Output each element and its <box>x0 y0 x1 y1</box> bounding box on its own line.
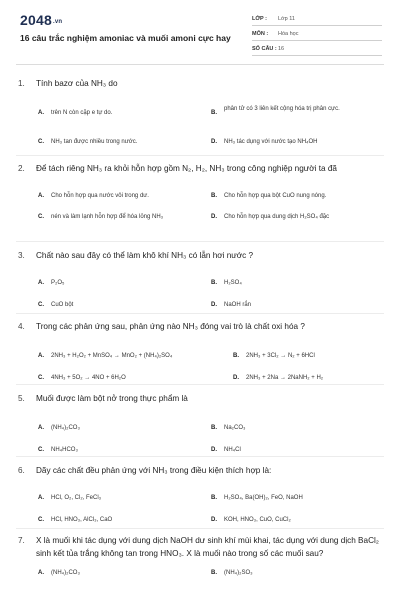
question-number: 2. <box>18 164 25 173</box>
question-4 <box>18 321 382 381</box>
option-c[interactable]: C. nén và làm lạnh hỗn hợp để hóa lỏng NH₃ <box>38 213 201 222</box>
header-divider <box>16 64 384 65</box>
question-divider <box>16 241 384 242</box>
option-text: 2NH₃ + 2Na → 2NaNH₂ + H₂ <box>246 374 324 381</box>
question-number: 5. <box>18 394 25 403</box>
option-text: NH₄Cl <box>224 446 241 453</box>
question-7 <box>18 535 382 576</box>
question-3 <box>18 250 382 308</box>
option-c[interactable]: C. CuO bột <box>38 301 201 310</box>
option-d[interactable]: D. 2NH₃ + 2Na → 2NaNH₂ + H₂ <box>233 374 396 383</box>
option-b[interactable]: B. H₂SO₄ <box>211 279 374 288</box>
option-a[interactable]: A. P₂O₅ <box>38 279 201 288</box>
option-text: trên N còn cặp e tự do. <box>51 109 113 116</box>
meta-divider <box>252 25 382 26</box>
option-text: Cho hỗn hợp qua dung dịch H₂SO₄ đặc <box>224 213 330 220</box>
option-a[interactable]: A. Cho hỗn hợp qua nước vôi trong dư. <box>38 192 201 201</box>
option-text: NH₃ tan được nhiều trong nước. <box>51 138 138 145</box>
meta-count <box>252 46 382 52</box>
option-text: NH₃ tác dụng với nước tạo NH₄OH <box>224 138 318 145</box>
option-c[interactable]: C. HCl, HNO₃, AlCl₃, CaO <box>38 516 201 525</box>
option-text: HCl, O₂, Cl₂, FeCl₃ <box>51 494 102 501</box>
option-text: NaOH rắn <box>224 301 252 308</box>
meta-class-value: Lớp 11 <box>278 16 295 22</box>
option-text: Cho hỗn hợp qua nước vôi trong dư. <box>51 192 149 199</box>
question-text: Muối được làm bột nở trong thực phẩm là <box>36 394 188 403</box>
document-title: 16 câu trắc nghiệm amoniac và muối amoni cực hay <box>20 33 231 43</box>
option-b[interactable]: B. Na₂CO₃ <box>211 424 374 433</box>
question-2 <box>18 163 382 220</box>
option-text: phân tử có 3 liên kết cộng hóa trị phân cực. <box>224 105 340 112</box>
option-text: H₂SO₄ <box>224 279 242 286</box>
question-text: Tính bazơ của NH₃ do <box>36 79 118 88</box>
question-5 <box>18 393 382 453</box>
option-text: 2NH₃ + H₂O₂ + MnSO₄ → MnO₂ + (NH₄)₂SO₄ <box>51 352 173 359</box>
option-a[interactable]: A. (NH₄)₂CO₃ <box>38 569 201 578</box>
site-logo[interactable] <box>20 12 62 28</box>
logo-suffix: .vn <box>52 19 63 25</box>
option-b[interactable]: B. Cho hỗn hợp qua bột CuO nung nóng. <box>211 192 374 201</box>
option-a[interactable]: A. 2NH₃ + H₂O₂ + MnSO₄ → MnO₂ + (NH₄)₂SO₄ <box>38 352 216 361</box>
question-text: X là muối khi tác dụng với dung dịch NaOH dư sinh khí mùi khai, tác dụng với dung dịch BaCl₂ sinh kết tủa trắng không tan trong HNO₃. X là muối nào trong số các muối sau? <box>36 536 379 558</box>
option-a[interactable]: A. HCl, O₂, Cl₂, FeCl₃ <box>38 494 201 503</box>
question-divider <box>16 456 384 457</box>
question-number: 6. <box>18 466 25 475</box>
option-text: Cho hỗn hợp qua bột CuO nung nóng. <box>224 192 327 199</box>
question-divider <box>16 155 384 156</box>
option-text: 2NH₃ + 3Cl₂ → N₂ + 6HCl <box>246 352 315 359</box>
meta-divider <box>252 55 382 56</box>
question-divider <box>16 528 384 529</box>
option-b[interactable]: B. H₂SO₄, Ba(OH)₂, FeO, NaOH <box>211 494 374 503</box>
option-text: (NH₄)₂SO₃ <box>224 570 253 576</box>
meta-subject-key: MÔN : <box>252 31 269 37</box>
question-text: Trong các phản ứng sau, phản ứng nào NH₃ đóng vai trò là chất oxi hóa ? <box>36 322 305 331</box>
question-number: 7. <box>18 536 25 545</box>
option-a[interactable]: A. trên N còn cặp e tự do. <box>38 109 201 118</box>
option-a[interactable]: A. (NH₄)₂CO₃ <box>38 424 201 433</box>
option-b[interactable]: B. 2NH₃ + 3Cl₂ → N₂ + 6HCl <box>233 352 396 361</box>
option-d[interactable]: D. NaOH rắn <box>211 301 374 310</box>
option-text: (NH₄)₂CO₃ <box>51 424 80 431</box>
option-text: nén và làm lạnh hỗn hợp để hóa lỏng NH₃ <box>51 213 164 220</box>
option-c[interactable]: C. NH₃ tan được nhiều trong nước. <box>38 138 201 147</box>
option-text: KOH, HNO₃, CuO, CuCl₂ <box>224 516 291 523</box>
question-divider <box>16 384 384 385</box>
question-6 <box>18 465 382 523</box>
question-number: 4. <box>18 322 25 331</box>
question-text: Dãy các chất đều phản ứng với NH₃ trong điều kiện thích hợp là: <box>36 466 272 475</box>
option-c[interactable]: C. 4NH₃ + 5O₂ → 4NO + 6H₂O <box>38 374 201 383</box>
meta-class-key: LỚP : <box>252 16 267 22</box>
option-d[interactable]: D. NH₃ tác dụng với nước tạo NH₄OH <box>211 138 374 147</box>
question-divider <box>16 313 384 314</box>
option-d[interactable]: D. Cho hỗn hợp qua dung dịch H₂SO₄ đặc <box>211 213 374 222</box>
option-text: 4NH₃ + 5O₂ → 4NO + 6H₂O <box>51 374 126 381</box>
meta-divider <box>252 40 382 41</box>
option-b[interactable]: B. (NH₄)₂SO₃ <box>211 569 374 578</box>
option-d[interactable]: D. NH₄Cl <box>211 446 374 455</box>
question-text: Chất nào sau đây có thể làm khô khí NH₃ có lẫn hơi nước ? <box>36 251 254 260</box>
option-text: CuO bột <box>51 301 74 308</box>
question-1 <box>18 78 382 145</box>
option-b[interactable]: B. phân tử có 3 liên kết cộng hóa trị phân cực. <box>211 105 374 118</box>
question-text: Để tách riêng NH₃ ra khỏi hỗn hợp gồm N₂, H₂, NH₃ trong công nghiệp người ta đã <box>36 164 337 173</box>
question-number: 3. <box>18 251 25 260</box>
option-c[interactable]: C. NH₄HCO₃ <box>38 446 201 455</box>
logo-text: 2048 <box>20 12 52 28</box>
option-text: H₂SO₄, Ba(OH)₂, FeO, NaOH <box>224 494 303 501</box>
option-d[interactable]: D. KOH, HNO₃, CuO, CuCl₂ <box>211 516 374 525</box>
meta-count-key: SỐ CÂU : <box>252 46 277 52</box>
question-number: 1. <box>18 79 25 88</box>
option-text: P₂O₅ <box>51 279 65 286</box>
option-text: Na₂CO₃ <box>224 424 246 431</box>
meta-subject-value: Hóa học <box>278 31 299 37</box>
option-text: HCl, HNO₃, AlCl₃, CaO <box>51 516 113 523</box>
meta-subject <box>252 31 382 37</box>
meta-count-value: 16 <box>278 46 285 52</box>
meta-class <box>252 16 382 22</box>
option-text: (NH₄)₂CO₃ <box>51 570 80 576</box>
option-text: NH₄HCO₃ <box>51 446 78 453</box>
